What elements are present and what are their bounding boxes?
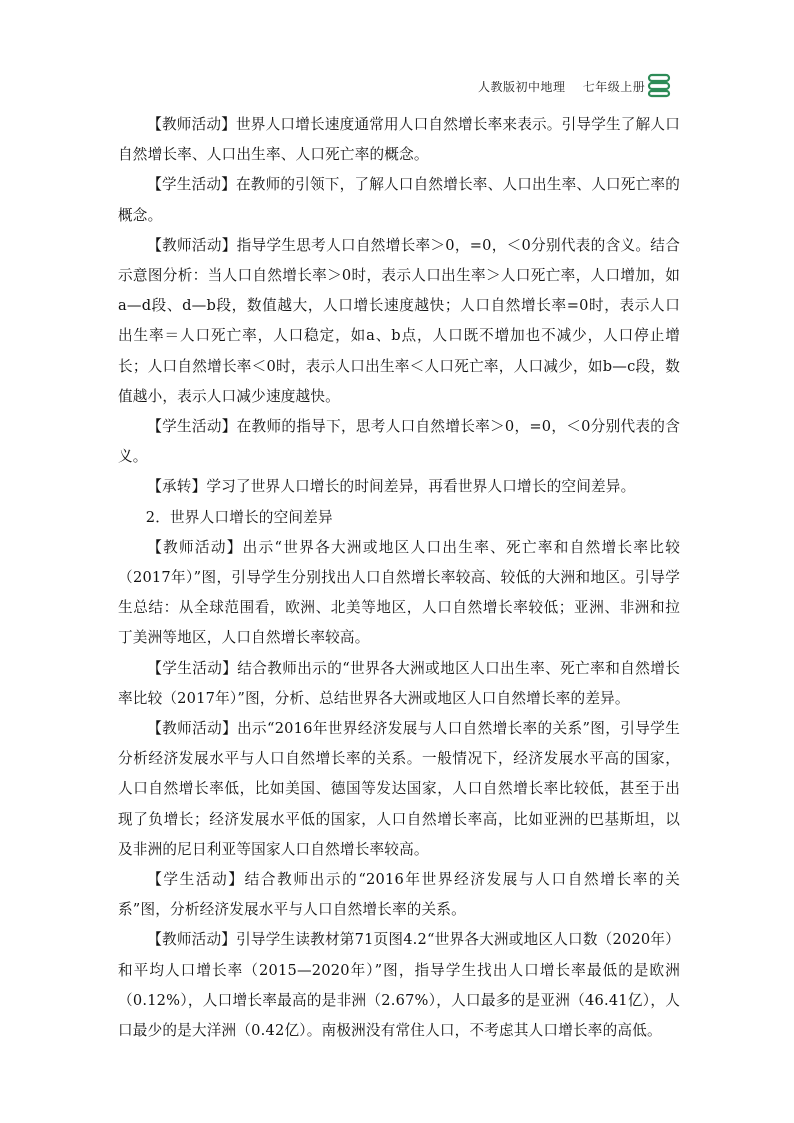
activity-tag: 【教师活动】 — [147, 236, 237, 254]
activity-tag: 【学生活动】 — [147, 659, 238, 677]
paragraph-text: 引导学生读教材第71页图4.2“世界各大洲或地区人口数（2020年）和平均人口增长率（2015—2020年）”图，指导学生找出人口增长率最低的是欧洲（0.12%），人口增长率最高的是非洲（2.67%），人口最多的是亚洲（46.41亿），人口最少的是大洋洲（0.42亿）。南极洲没有常住人口，不考虑其人口增长率的高低。 — [118, 931, 681, 1040]
activity-tag: 【承转】 — [147, 478, 207, 496]
book-logo-icon — [646, 72, 672, 98]
paragraph-student-activity — [118, 654, 680, 714]
paragraph-text: 结合教师出示的“2016年世界经济发展与人口自然增长率的关系”图，分析经济发展水平与人口自然增长率的关系。 — [118, 871, 681, 919]
subheading-text: 2．世界人口增长的空间差异 — [145, 508, 333, 526]
activity-tag: 【学生活动】 — [147, 418, 237, 436]
activity-tag: 【学生活动】 — [147, 871, 245, 889]
activity-tag: 【教师活动】 — [147, 116, 236, 133]
paragraph-teacher-activity — [118, 925, 680, 1046]
paragraph-text: 指导学生思考人口自然增长率＞0，=0，＜0分别代表的含义。结合示意图分析：当人口自然增长率＞0时，表示人口出生率＞人口死亡率，人口增加，如a—d段、d—b段，数值越大，人口增长速度越快；人口自然增长率=0时，表示人口出生率＝人口死亡率，人口稳定，如a、b点，人口既不增加也不减少，人口停止增长；人口自然增长率＜0时，表示人口出生率＜人口死亡率，人口减少，如b—c段，数值越小，表示人口减少速度越快。 — [118, 236, 680, 405]
paragraph-text: 出示“世界各大洲或地区人口出生率、死亡率和自然增长率比较（2017年）”图，引导学生分别找出人口自然增长率较高、较低的大洲和地区。引导学生总结：从全球范围看，欧洲、北美等地区，人口自然增长率较低；亚洲、非洲和拉丁美洲等地区，人口自然增长率较高。 — [118, 538, 680, 647]
paragraph-text: 出示“2016年世界经济发展与人口自然增长率的关系”图，引导学生分析经济发展水平与人口自然增长率的关系。一般情况下，经济发展水平高的国家，人口自然增长率低，比如美国、德国等发达国家，人口自然增长率比较低，甚至于出现了负增长；经济发展水平低的国家，人口自然增长率高，比如亚洲的巴基斯坦，以及非洲的尼日利亚等国家人口自然增长率较高。 — [118, 720, 681, 858]
document-body — [118, 110, 680, 1046]
paragraph-teacher-activity — [118, 231, 680, 412]
paragraph-teacher-activity — [118, 714, 680, 865]
activity-tag: 【教师活动】 — [147, 931, 237, 949]
page-header — [0, 72, 794, 102]
activity-tag: 【教师活动】 — [147, 538, 243, 556]
paragraph-text: 结合教师出示的“世界各大洲或地区人口出生率、死亡率和自然增长率比较（2017年）”图，分析、总结世界各大洲或地区人口自然增长率的差异。 — [118, 659, 680, 707]
header-title: 人教版初中地理 七年级上册 — [478, 80, 646, 94]
activity-tag: 【学生活动】 — [147, 176, 236, 194]
paragraph-text: 学习了世界人口增长的时间差异，再看世界人口增长的空间差异。 — [206, 478, 636, 496]
paragraph-text: 世界人口增长速度通常用人口自然增长率来表示。引导学生了解人口自然增长率、人口出生率、人口死亡率的概念。 — [118, 116, 680, 164]
paragraph-student-activity — [118, 865, 680, 925]
paragraph-student-activity — [118, 170, 680, 230]
section-subheading — [118, 503, 680, 533]
paragraph-teacher-activity — [118, 110, 680, 170]
activity-tag: 【教师活动】 — [147, 720, 238, 738]
paragraph-teacher-activity — [118, 533, 680, 654]
paragraph-text: 在教师的引领下，了解人口自然增长率、人口出生率、人口死亡率的概念。 — [118, 176, 680, 224]
paragraph-transition — [118, 472, 680, 502]
paragraph-student-activity — [118, 412, 680, 472]
paragraph-text: 在教师的指导下，思考人口自然增长率＞0，=0，＜0分别代表的含义。 — [118, 418, 680, 466]
